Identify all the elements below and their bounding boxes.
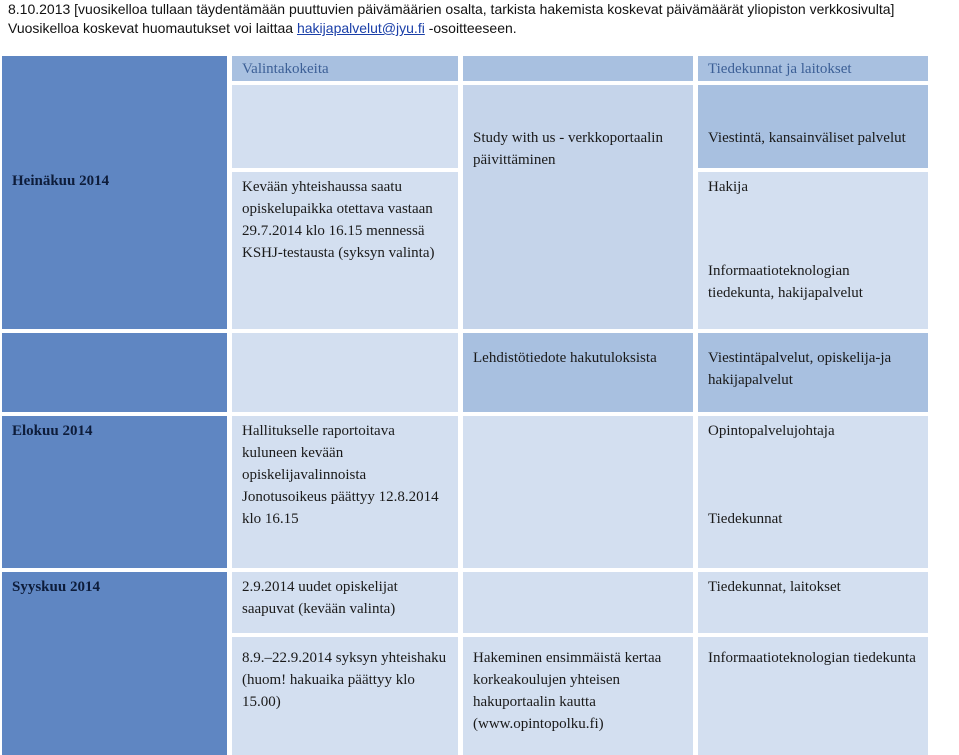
- header-note: [8, 0, 958, 38]
- cell-lehdisto: Lehdistötiedote hakutuloksista: [463, 333, 693, 412]
- cell-opintopalvelujohtaja: [698, 416, 928, 568]
- cell-empty-r6: [463, 572, 693, 633]
- month-column-top: [2, 56, 227, 329]
- month-column-august: [2, 416, 227, 568]
- cell-syksyn-haku: 8.9.–22.9.2014 syksyn yhteishaku (huom! hakuaika päättyy klo 15.00): [232, 637, 458, 755]
- text-jonotus: Jonotusoikeus päättyy 12.8.2014 klo 16.15: [242, 489, 439, 527]
- text-hakija: Hakija: [708, 179, 748, 195]
- cell-viestinta: Viestintä, kansainväliset palvelut: [698, 85, 928, 168]
- cell-viestintapalvelut: Viestintäpalvelut, opiskelija-ja hakijapalvelut: [698, 333, 928, 412]
- text-hallitukselle: Hallitukselle raportoitava kuluneen kevään opiskelijavalinnoista: [242, 423, 395, 483]
- cell-uudet: 2.9.2014 uudet opiskelijat saapuvat (kevään valinta): [232, 572, 458, 633]
- month-label-july: Heinäkuu 2014: [12, 173, 110, 189]
- email-link[interactable]: hakijapalvelut@jyu.fi: [296, 20, 425, 36]
- cell-empty-r2: [232, 85, 458, 168]
- month-column-empty: [2, 333, 227, 412]
- cell-tiedekunnat-laitokset: Tiedekunnat, laitokset: [698, 572, 928, 633]
- header-entrance-exams: Valintakokeita: [232, 56, 458, 81]
- text-it-faculty-services: Informaatioteknologian tiedekunta, hakijapalvelut: [708, 263, 863, 301]
- cell-hakeminen: Hakeminen ensimmäistä kertaa korkeakoulujen yhteisen hakuportaalin kautta (www.opintopolku.fi): [463, 637, 693, 755]
- cell-empty-r4: [232, 333, 458, 412]
- text-opintopalvelujohtaja: Opintopalvelujohtaja: [708, 423, 835, 439]
- note-line-1: 8.10.2013 [vuosikelloa tullaan täydentämään puuttuvien päivämäärien osalta, tarkista hakemista koskevat päivämäärät yliopiston verkkosivulta]: [8, 1, 895, 17]
- month-label-september: Syyskuu 2014: [12, 579, 100, 595]
- text-kshj: KSHJ-testausta (syksyn valinta): [242, 245, 435, 261]
- cell-study-with-us: Study with us - verkkoportaalin päivittäminen: [463, 85, 693, 329]
- note-suffix: -osoitteeseen.: [424, 20, 517, 36]
- cell-hakija: [698, 172, 928, 329]
- month-column-september: [2, 572, 227, 755]
- cell-empty-r5: [463, 416, 693, 568]
- year-calendar-table: [2, 56, 928, 755]
- cell-kevaan: [232, 172, 458, 329]
- note-prefix: Vuosikelloa koskevat huomautukset voi laittaa: [8, 20, 297, 36]
- header-empty: [463, 56, 693, 81]
- text-tiedekunnat: Tiedekunnat: [708, 511, 783, 527]
- month-label-august: Elokuu 2014: [12, 423, 93, 439]
- note-line-2: [8, 19, 958, 38]
- text-kevaan: Kevään yhteishaussa saatu opiskelupaikka otettava vastaan 29.7.2014 klo 16.15 mennessä: [242, 179, 433, 239]
- cell-hallitukselle: [232, 416, 458, 568]
- header-faculties: Tiedekunnat ja laitokset: [698, 56, 928, 81]
- cell-it-faculty: Informaatioteknologian tiedekunta: [698, 637, 928, 755]
